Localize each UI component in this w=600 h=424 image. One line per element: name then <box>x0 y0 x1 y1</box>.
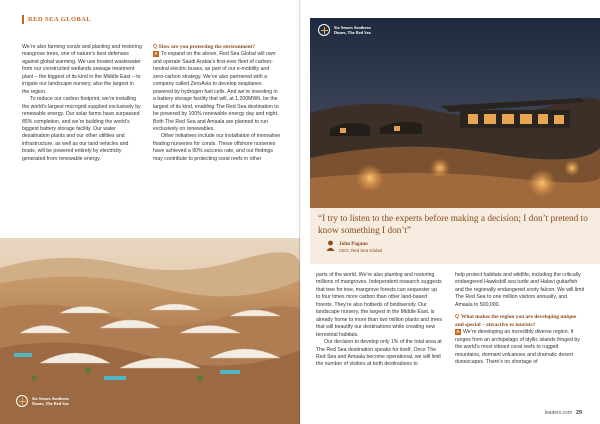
question-text: How are you protecting the environment? <box>159 44 256 50</box>
page-number: 29 <box>576 410 582 416</box>
page-gutter <box>299 0 301 424</box>
photo-caption-bottom <box>16 395 69 407</box>
right-column-1 <box>316 272 442 369</box>
caption-line: Six Senses Southern <box>32 395 69 401</box>
person-icon <box>326 240 335 251</box>
question-mark: Q <box>455 314 460 321</box>
plus-icon <box>318 24 330 36</box>
body-paragraph: Other initiatives include our installation of innovative floating nurseries for corals. These offshore nurseries have achieved a 90% success rate, and our findings may contribute to protecting coral reefs in other <box>153 133 281 162</box>
answer-mark: A <box>456 329 460 335</box>
question-text: What makes the region you are developing unique and special – attractive to tourists? <box>455 314 577 328</box>
section-accent-bar <box>22 15 24 24</box>
body-paragraph: help protect habitats and wildlife, including the critically endangered Hawksbill sea turtle and Halavi guitarfish and the regionally endangered sooty falcon. We will limit The Red Sea to one million visitors annually, and Amaala to 500,000. <box>455 272 585 308</box>
quote-author-title: CEO, Red Sea Global <box>339 248 382 253</box>
left-column-2 <box>153 44 281 163</box>
answer-text: To expand on the above, Red Sea Global will own and operate Saudi Arabia’s first-ever fleet of carbon-neutral electric buses, as part of our e-mobility and zero-carbon strategy. We’ve also partnered with a company called ZeroAvia to develop seaplanes powered by hydrogen fuel cells. And we’re investing in a battery storage facility that will, at 1,200MWh, be the largest of its kind, enabling The Red Sea destination to be powered by 100% renewable energy day and night. Both The Red Sea and Amaala are planned to run exclusively on renewables. <box>153 51 279 132</box>
caption-line: Six Senses Southern <box>334 24 371 30</box>
page-footer <box>545 410 582 416</box>
resort-night-photo <box>310 18 600 208</box>
resort-aerial-photo <box>0 238 300 424</box>
plus-icon <box>16 395 28 407</box>
pull-quote: “I try to listen to the experts before making a decision; I don’t pretend to know something I don’t” <box>318 214 588 236</box>
body-paragraph: To reduce our carbon footprint, we’re installing the world’s largest microgrid supplied exclusively by renewable energy. Our solar farms have surpassed 85% completion, and we’re building the world’s biggest battery storage facility. Our water desalination plants and our other utilities and infrastructure, as well as our land vehicles and boats, will be powered entirely by electricity generated from renewable energy. <box>22 96 141 162</box>
answer-text: We’re developing an incredibly diverse region. It ranges from an archipelago of idyllic islands fringed by the world’s most vibrant coral reefs to rugged mountains, dormant volcanoes and dramatic desert dunescapes. There’s no shortage of <box>455 329 580 365</box>
right-column-2 <box>455 272 585 366</box>
body-paragraph: parts of the world. We’re also planting and restoring millions of mangroves. Independent research suggests that tree for tree, mangrove forests can sequester up to four times more carbon than other land-based forests. They’re also hotbeds of biodiversity. Our landscape nursery, the largest in the Middle East, is already home to more than two million plants and trees that will beautify our destinations while creating new terrestrial habitats. <box>316 272 443 338</box>
answer-paragraph <box>455 329 585 366</box>
site-name: leaders.com <box>544 410 572 416</box>
answer-mark: A <box>154 51 158 57</box>
section-label: RED SEA GLOBAL <box>28 16 92 23</box>
body-paragraph: Our decision to develop only 1% of the total area at The Red Sea destination speaks for itself. Once The Red Sea and Amaala become operational, we will limit the number of visitors at both destinations to <box>316 339 442 368</box>
quote-author: John Pagano <box>339 241 368 247</box>
question-mark: Q <box>153 44 158 50</box>
body-paragraph: We’re also farming corals and planting and restoring mangrove trees, one of nature’s best defenses against global warming. We use treated wastewater from our constructed wetlands sewage treatment plant – the biggest of its kind in the Middle East – to irrigate our landscape nursery, also the largest in the region. <box>22 44 142 95</box>
photo-caption-top <box>318 24 371 36</box>
question-heading <box>455 314 585 329</box>
answer-paragraph <box>153 51 281 133</box>
caption-line: Dunes, The Red Sea <box>32 401 69 406</box>
question-heading <box>153 44 281 51</box>
left-column-1 <box>22 44 142 163</box>
caption-line: Dunes, The Red Sea <box>334 30 371 35</box>
